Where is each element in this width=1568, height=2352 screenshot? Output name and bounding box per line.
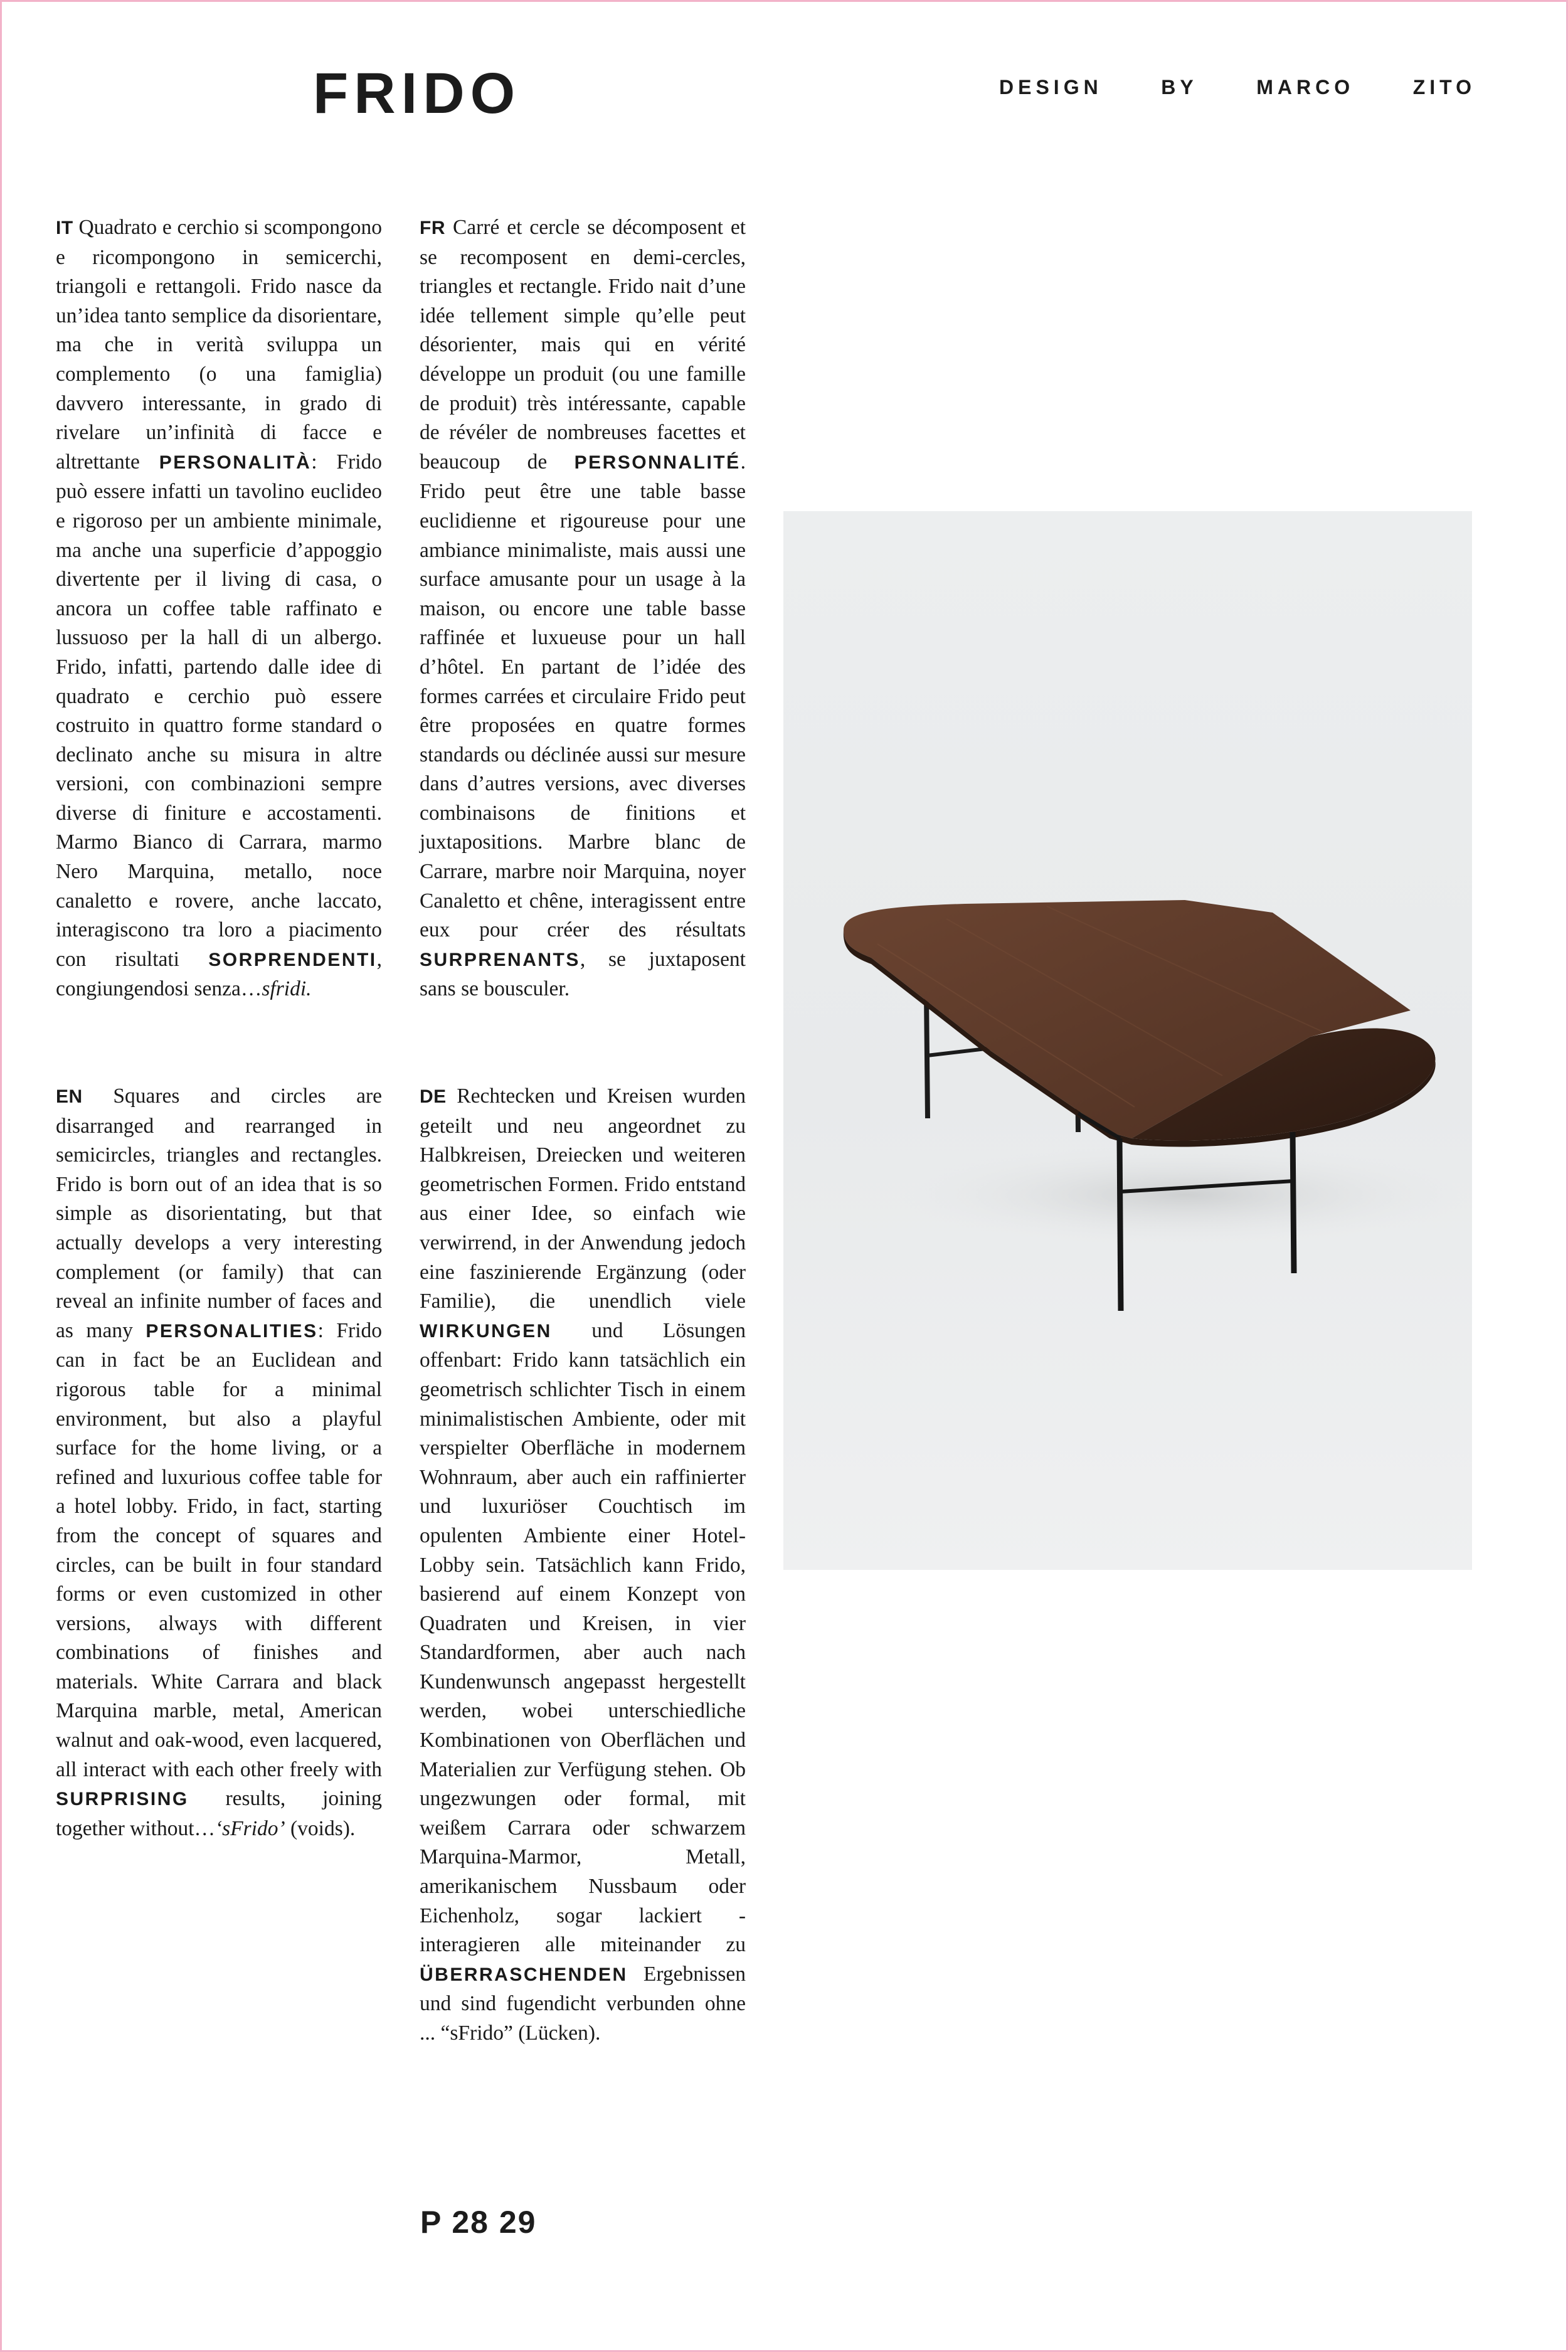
page-number: P 28 29 bbox=[420, 2205, 537, 2240]
table-illustration bbox=[783, 511, 1472, 1570]
section-en-text: EN Squares and circles are disarranged and rearranged in semicircles, triangles and rectangles. Frido is born out of an idea that is so simple as disorientating, but that actually develops a very interesting complement (or family) that can reveal an infinite number of faces and as many PERSONALITIES: Frido can in fact be an Euclidean and rigorous table for a minimal environment, but also a playful surface for the home living, or a refined and luxurious coffee table for a hotel lobby. Frido, in fact, starting from the concept of squares and circles, can be built in four standard forms or even customized in other versions, always with different combinations of finishes and materials. White Carrara and black Marquina marble, metal, American walnut and oak-wood, even lacquered, all interact with each other freely with SURPRISING results, joining together without…‘sFrido’ (voids). bbox=[56, 1084, 382, 1840]
keyword: PERSONALITIES bbox=[146, 1320, 318, 1342]
page-title: FRIDO bbox=[313, 61, 521, 125]
section-fr bbox=[420, 213, 746, 1004]
section-fr-text: FR Carré et cercle se décomposent et se recomposent en demi-cercles, triangles et rectangle. Frido nait d’une idée tellement simple qu’elle peut désorienter, mais qui en vérité développe un produit (ou une famille de produit) très intéressante, capable de révéler de nombreuses facettes et beaucoup de PERSONNALITÉ. Frido peut être une table basse euclidienne et rigoureuse pour une ambiance minimaliste, mais aussi une surface amusante pour un usage à la maison, ou encore une table basse raffinée et luxueuse pour un hall d’hôtel. En partant de l’idée des formes carrées et circulaire Frido peut être proposées en quatre formes standards ou déclinée aussi sur mesure dans d’autres versions, avec diverses combinaisons de finitions et juxtapositions. Marbre blanc de Carrare, marbre noir Marquina, noyer Canaletto et chêne, interagissent entre eux pour créer des résultats SURPRENANTS, se juxtaposent sans se bousculer. bbox=[420, 216, 746, 1001]
section-de-text: DE Rechtecken und Kreisen wurden geteilt und neu angeordnet zu Halbkreisen, Dreiecken und weiteren geometrischen Formen. Frido entstand aus einer Idee, so einfach wie verwirrend, in der Anwendung jedoch eine faszinierende Ergänzung (oder Familie), die unendlich viele WIRKUNGEN und Lösungen offenbart: Frido kann tatsächlich ein geometrisch schlichter Tisch in einem minimalistischen Ambiente, oder mit verspielter Oberfläche in modernem Wohnraum, aber auch ein raffinierter und luxuriöser Couchtisch im opulenten Ambiente einer Hotel-Lobby sein. Tatsächlich kann Frido, basierend auf einem Konzept von Quadraten und Kreisen, in vier Standardformen, aber auch nach Kundenwunsch angepasst hergestellt werden, wobei unterschiedliche Kombinationen von Oberflächen und Materialien zur Verfügung stehen. Ob ungezwungen oder formal, mit weißem Carrara oder schwarzem Marquina-Marmor, Metall, amerikanischem Nussbaum oder Eichenholz, sogar lackiert - interagieren alle miteinander zu ÜBERRASCHENDEN Ergebnissen und sind fugendicht verbunden ohne ... “sFrido” (Lücken). bbox=[420, 1084, 746, 2045]
section-it-text: IT Quadrato e cerchio si scompongono e ricompongono in semicerchi, triangoli e rettangoli. Frido nasce da un’idea tanto semplice da disorientare, ma che in verità sviluppa un complemento (o una famiglia) davvero interessante, in grado di rivelare un’infinità di facce e altrettante PERSONALITÀ: Frido può essere infatti un tavolino euclideo e rigoroso per un ambiente minimale, ma anche una superficie d’appoggio divertente per il living di casa, o ancora un coffee table raffinato e lussuoso per la hall di un albergo. Frido, infatti, partendo dalle idee di quadrato e cerchio può essere costruito in quattro forme standard o declinato anche su misura in altre versioni, con combinazioni sempre diverse di finiture e accostamenti. Marmo Bianco di Carrara, marmo Nero Marquina, metallo, noce canaletto e rovere, anche laccato, interagiscono tra loro a piacimento con risultati SORPRENDENTI, congiungendosi senza…sfridi. bbox=[56, 216, 383, 1001]
language-tag-de: DE bbox=[420, 1086, 447, 1107]
table-leg bbox=[1293, 1132, 1294, 1273]
keyword: SURPRISING bbox=[56, 1789, 189, 1810]
table-leg bbox=[1120, 1138, 1121, 1311]
language-tag-fr: FR bbox=[420, 218, 445, 238]
section-en bbox=[56, 1082, 382, 1843]
keyword: WIRKUNGEN bbox=[420, 1320, 552, 1342]
keyword: ÜBERRASCHENDEN bbox=[420, 1964, 628, 1985]
credit-word: ZITO bbox=[1412, 76, 1476, 98]
credit-word: MARCO bbox=[1256, 76, 1355, 98]
credit-word: DESIGN bbox=[999, 76, 1103, 98]
keyword: PERSONALITÀ bbox=[159, 452, 312, 473]
table-shadow bbox=[896, 1145, 1472, 1245]
section-it bbox=[56, 213, 382, 1004]
keyword: PERSONNALITÉ bbox=[574, 452, 741, 473]
credit-word: BY bbox=[1161, 76, 1198, 98]
design-credit bbox=[999, 77, 1476, 97]
keyword: SORPRENDENTI bbox=[208, 949, 377, 970]
keyword: SURPRENANTS bbox=[420, 949, 580, 970]
product-photo bbox=[783, 511, 1472, 1570]
section-de bbox=[420, 1082, 746, 2048]
language-tag-it: IT bbox=[56, 218, 73, 238]
language-tag-en: EN bbox=[56, 1086, 83, 1107]
